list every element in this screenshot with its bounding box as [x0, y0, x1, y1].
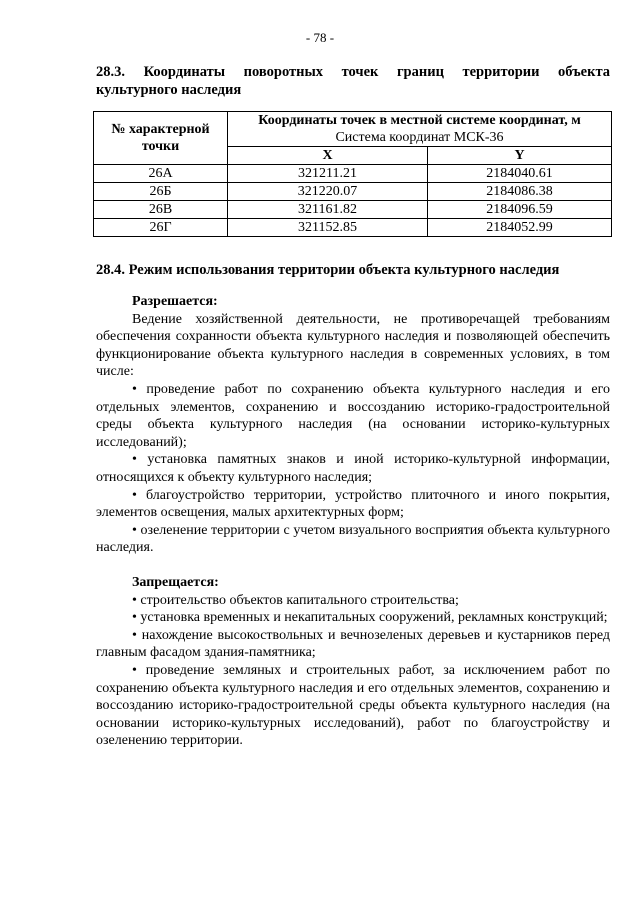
- coordinates-table: [93, 111, 612, 237]
- cell-y: 2184040.61: [428, 165, 612, 183]
- col-header-point: № характерной точки: [94, 112, 228, 165]
- heading-line-2: культурного наследия: [96, 82, 242, 98]
- allowed-title: Разрешается:: [132, 294, 218, 309]
- list-item: • нахождение высокоствольных и вечнозеленых деревьев и кустарников перед главным фасадом здания-памятника;: [96, 627, 610, 661]
- cell-y: 2184052.99: [428, 219, 612, 237]
- cell-x: 321161.82: [228, 201, 428, 219]
- table-row: [94, 165, 612, 183]
- cell-point: 26В: [94, 201, 228, 219]
- list-item: • проведение работ по сохранению объекта культурного наследия и его отдельных элементов, сохранению и воссозданию историко-градостроительной среды объекта культурного наследия (на основании историко-культурных исследований);: [96, 381, 610, 450]
- forbidden-section: [96, 574, 610, 750]
- allowed-section: [96, 293, 610, 557]
- list-item: • установка памятных знаков и иной историко-культурной информации, относящихся к объекту культурного наследия;: [96, 452, 610, 485]
- col-header-y: Y: [428, 147, 612, 165]
- section-heading-regime: 28.4. Режим использования территории объекта культурного наследия: [96, 262, 560, 278]
- list-item: • строительство объектов капитального строительства;: [132, 592, 459, 608]
- table-row: [94, 219, 612, 237]
- cell-x: 321211.21: [228, 165, 428, 183]
- cell-y: 2184096.59: [428, 201, 612, 219]
- cell-point: 26Б: [94, 183, 228, 201]
- forbidden-title: Запрещается:: [132, 575, 219, 590]
- cell-point: 26Г: [94, 219, 228, 237]
- table-row: [94, 201, 612, 219]
- list-item: • озеленение территории с учетом визуального восприятия объекта культурного наследия.: [96, 522, 610, 556]
- col-header-x: X: [228, 147, 428, 165]
- cell-point: 26А: [94, 165, 228, 183]
- heading-line-1: 28.3. Координаты поворотных точек границ территории объекта: [96, 64, 610, 80]
- list-item: • проведение земляных и строительных работ, за исключением работ по сохранению объекта культурного наследия и его отдельных элементов, сохранению и воссозданию историко-градостроительной среды объекта культурного наследия (на основании историко-культурных исследований), работ по благоустройству и озеленению территории.: [96, 662, 610, 749]
- section-heading-coordinates: [96, 63, 610, 99]
- table-row: [94, 183, 612, 201]
- coords-system-label: Система координат МСК-36: [335, 130, 504, 145]
- col-header-coords: [228, 112, 612, 147]
- allowed-intro: Ведение хозяйственной деятельности, не противоречащей требованиям обеспечения сохранности объекта культурного наследия и позволяющей обеспечить функционирование объекта культурного наследия в современных условиях, в том числе:: [96, 311, 610, 380]
- list-item: • благоустройство территории, устройство плиточного и иного покрытия, элементов освещения, малых архитектурных форм;: [96, 487, 610, 521]
- cell-x: 321152.85: [228, 219, 428, 237]
- cell-x: 321220.07: [228, 183, 428, 201]
- list-item: • установка временных и некапитальных сооружений, рекламных конструкций;: [132, 610, 608, 626]
- page-number: - 78 -: [305, 30, 335, 45]
- cell-y: 2184086.38: [428, 183, 612, 201]
- coords-header-title: Координаты точек в местной системе координат, м: [258, 113, 581, 128]
